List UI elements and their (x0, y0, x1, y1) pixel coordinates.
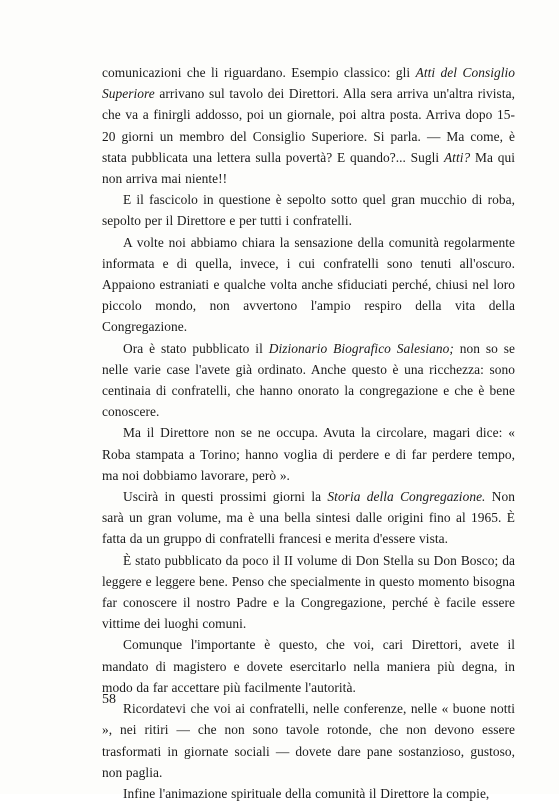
text-run: Ma qui non arriva mai niente!! (102, 149, 515, 187)
text-run: Ora è stato pubblicato il (123, 340, 269, 356)
paragraph (102, 338, 515, 423)
text-run: comunicazioni che li riguardano. Esempio classico: gli (102, 65, 416, 80)
paragraph (102, 62, 515, 189)
italic-title: Atti del Consiglio Superiore (102, 65, 516, 102)
paragraph (102, 486, 515, 550)
text-run: Infine l'animazione spirituale della comunità il Direttore la compie, (123, 785, 490, 801)
text-run: non so se nelle varie case l'avete già ordinato. Anche questo è una ricchezza: sono centinaia di confratelli, che hanno onorato la congregazione e che è bene conoscere. (102, 340, 515, 420)
page-number: 58 (102, 692, 116, 707)
paragraph (102, 783, 515, 804)
paragraph (102, 550, 515, 635)
text-run: Ma il Direttore non se ne occupa. Avuta la circolare, magari dice: « Roba stampata a Torino; hanno voglia di perdere e di far perdere tempo, ma noi dobbiamo lavorare, però ». (102, 425, 515, 483)
paragraph (102, 698, 515, 783)
paragraph (102, 422, 515, 486)
paragraph (102, 634, 515, 698)
italic-title: Atti? (443, 149, 471, 165)
paragraph (102, 189, 515, 231)
text-run: arrivano sul tavolo dei Direttori. Alla sera arriva un'altra rivista, che va a finirgli addosso, poi un giornale, poi altra posta. Arriva dopo 15-20 giorni un membro del Consiglio Superiore. Si parla. — Ma come, è stata pubblicata una lettera sulla povertà? E quando?... Sugli (102, 86, 515, 165)
text-run: Uscirà in questi prossimi giorni la (123, 489, 328, 505)
italic-title: Dizionario Biografico Salesiano; (268, 340, 454, 356)
body-text (102, 62, 515, 804)
text-run: A volte noi abbiamo chiara la sensazione della comunità regolarmente informata e di quella, invece, i cui confratelli sono tenuti all'oscuro. Appaiono estraniati e qualche volta anche sfiduciati perché, chiusi nel loro piccolo mondo, non avvertono l'ampio respiro della vita della Congregazione. (102, 234, 515, 335)
text-run: Ricordatevi che voi ai confratelli, nelle conferenze, nelle « buone notti », nei ritiri — che non sono tavole rotonde, che non devono essere trasformati in giornate sociali — dovete dare pane sostanzioso, gustoso, non paglia. (102, 701, 515, 780)
text-run: Non sarà un gran volume, ma è una bella sintesi dalle origini fino al 1965. È fatta da un gruppo di confratelli francesi e merita d'essere vista. (102, 489, 515, 547)
italic-title: Storia della Congregazione. (327, 489, 486, 505)
text-run: E il fascicolo in questione è sepolto sotto quel gran mucchio di roba, sepolto per il Direttore e per tutti i confratelli. (102, 192, 515, 229)
text-run: Comunque l'importante è questo, che voi, cari Direttori, avete il mandato di magistero e dovete esercitarlo nella maniera più degna, in modo da far accettare più facilmente l'autorità. (102, 637, 515, 695)
paragraph (102, 232, 515, 338)
text-run: È stato pubblicato da poco il II volume di Don Stella su Don Bosco; da leggere e leggere bene. Penso che specialmente in questo momento bisogna far conoscere il nostro Padre e la Congregazione, perché è facile essere vittime dei luoghi comuni. (102, 552, 515, 632)
